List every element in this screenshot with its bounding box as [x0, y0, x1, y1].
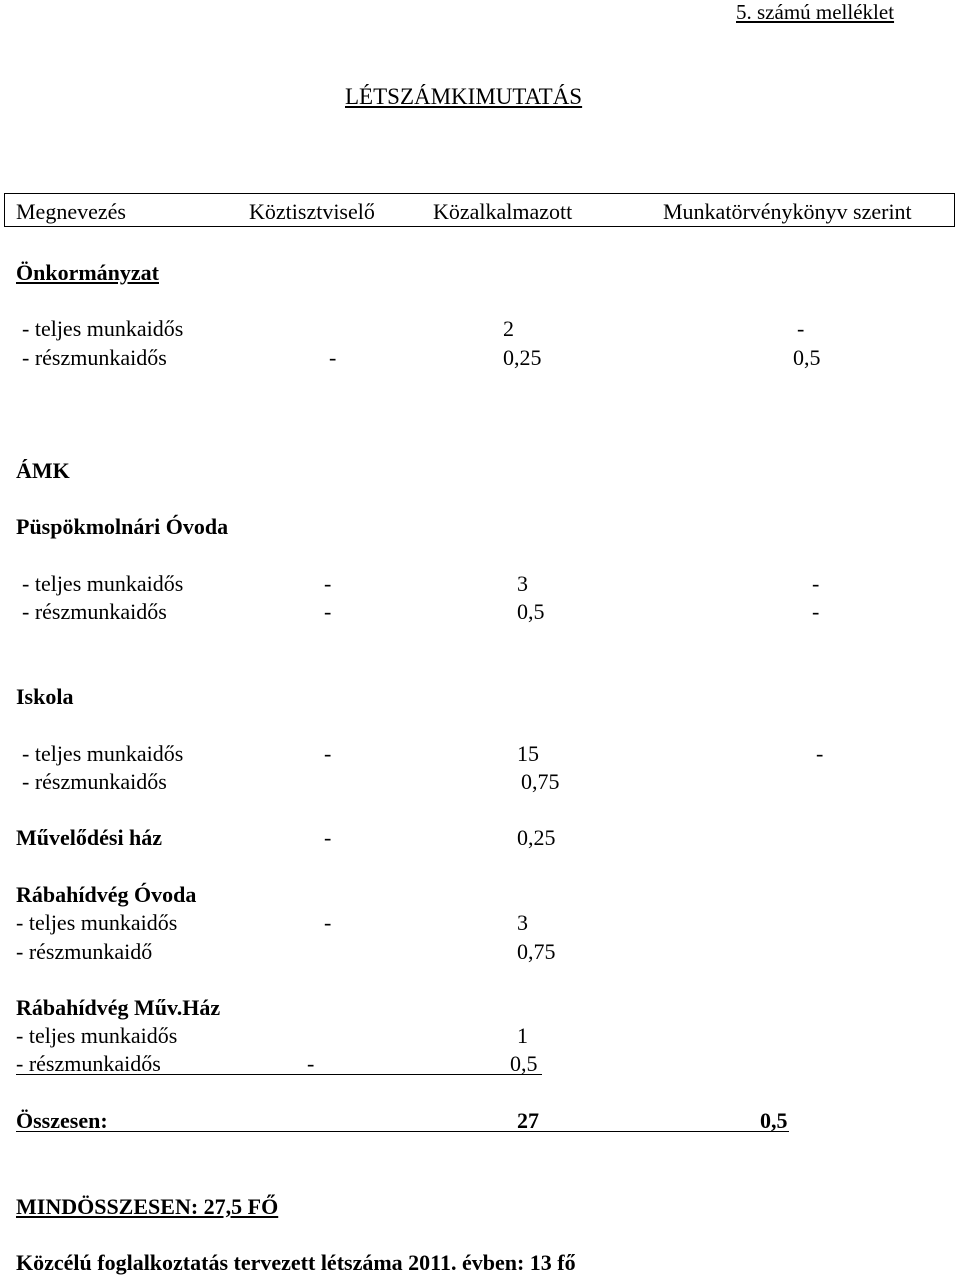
cell-labor: - [812, 599, 820, 624]
row-label: - teljes munkaidős [22, 571, 184, 596]
cell-civil: - [324, 825, 332, 850]
cell-public: 0,5 [510, 1051, 538, 1076]
row-label: - teljes munkaidős [22, 316, 184, 341]
header-civil-servant: Köztisztviselő [249, 199, 375, 224]
annex-label: 5. számú melléklet [736, 0, 895, 24]
total-labor: 0,5 [760, 1108, 788, 1133]
cell-civil: - [324, 910, 332, 935]
grand-total: MINDÖSSZESEN: 27,5 FŐ [16, 1194, 279, 1219]
row-label: - teljes munkaidős [16, 1023, 178, 1048]
row-label: - részmunkaidős [22, 599, 167, 624]
header-name: Megnevezés [16, 199, 126, 224]
footer-note: Közcélú foglalkoztatás tervezett létszáma 2011. évben: 13 fő [16, 1250, 576, 1275]
row-label: - részmunkaidős [22, 345, 167, 370]
section-iskola: Iskola [16, 684, 74, 709]
cell-public: 0,75 [521, 769, 560, 794]
cell-public: 2 [503, 316, 514, 341]
cell-labor: 0,5 [793, 345, 821, 370]
cell-public: 0,25 [503, 345, 542, 370]
cell-public: 0,25 [517, 825, 556, 850]
section-rabahidveg-ovoda: Rábahídvég Óvoda [16, 882, 197, 907]
section-muvelodesi-haz: Művelődési ház [16, 825, 163, 850]
cell-public: 3 [517, 910, 528, 935]
row-label: - részmunkaidő [16, 939, 153, 964]
underline-rule [16, 1074, 542, 1075]
cell-civil: - [324, 571, 332, 596]
total-public: 27 [517, 1108, 539, 1133]
cell-public: 0,75 [517, 939, 556, 964]
cell-labor: - [797, 316, 805, 341]
row-label: - részmunkaidős [16, 1051, 161, 1076]
section-onkormanyzat: Önkormányzat [16, 260, 159, 285]
section-puspokmolnari-ovoda: Püspökmolnári Óvoda [16, 514, 229, 539]
cell-public: 3 [517, 571, 528, 596]
cell-civil: - [324, 599, 332, 624]
section-rabahidveg-muvhaz: Rábahídvég Műv.Ház [16, 995, 221, 1020]
total-underline [16, 1131, 789, 1132]
header-public-employee: Közalkalmazott [433, 199, 573, 224]
cell-civil: - [307, 1051, 315, 1076]
cell-public: 0,5 [517, 599, 545, 624]
row-label: - teljes munkaidős [22, 741, 184, 766]
header-labor-code: Munkatörvénykönyv szerint [663, 199, 912, 224]
section-amk: ÁMK [16, 458, 70, 483]
cell-civil: - [324, 741, 332, 766]
page-title: LÉTSZÁMKIMUTATÁS [345, 84, 583, 109]
cell-civil: - [329, 345, 337, 370]
cell-public: 15 [517, 741, 539, 766]
cell-public: 1 [517, 1023, 528, 1048]
cell-labor: - [812, 571, 820, 596]
cell-labor: - [816, 741, 824, 766]
total-label: Összesen: [16, 1108, 108, 1133]
row-label: - teljes munkaidős [16, 910, 178, 935]
row-label: - részmunkaidős [22, 769, 167, 794]
